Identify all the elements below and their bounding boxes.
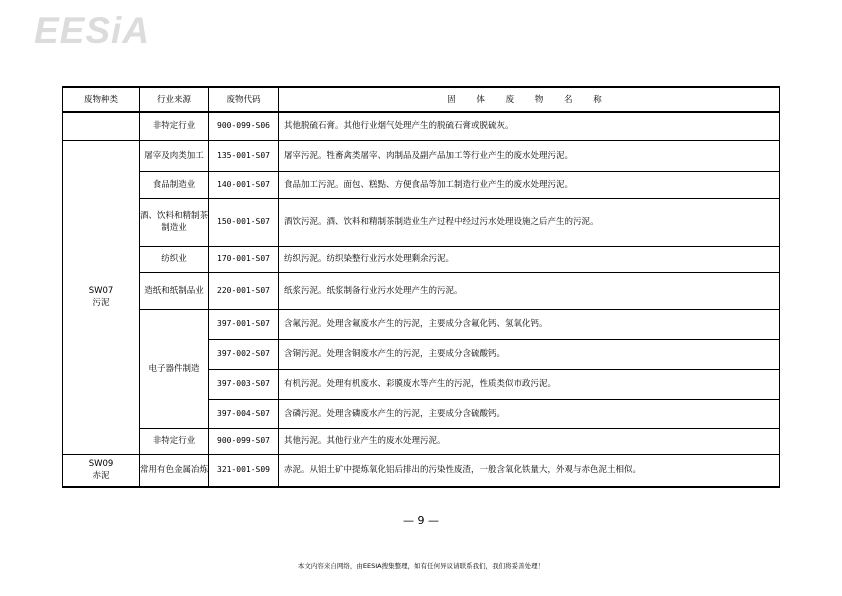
code-cell: 397-002-S07	[209, 339, 279, 369]
code-cell: 900-099-S07	[209, 428, 279, 454]
industry-cell: 食品制造业	[140, 171, 209, 198]
header-name: 固 体 废 物 名 称	[279, 87, 780, 112]
table-row	[63, 272, 780, 309]
industry-cell: 造纸和纸制品业	[140, 272, 209, 309]
header-category: 废物种类	[63, 87, 140, 112]
industry-cell: 非特定行业	[140, 428, 209, 454]
industry-cell: 常用有色金属冶炼	[140, 454, 209, 487]
code-cell: 900-099-S06	[209, 112, 279, 140]
code-cell: 321-001-S09	[209, 454, 279, 487]
code-cell: 397-003-S07	[209, 369, 279, 399]
industry-cell: 电子器件制造	[140, 309, 209, 428]
code-cell: 150-001-S07	[209, 198, 279, 246]
solid-waste-table	[62, 86, 780, 488]
description-cell: 酒饮污泥。酒、饮料和精制茶制造业生产过程中经过污水处理设施之后产生的污泥。	[279, 198, 780, 246]
page-number: — 9 —	[403, 514, 439, 527]
code-cell: 220-001-S07	[209, 272, 279, 309]
description-cell: 有机污泥。处理有机废水、彩膜废水等产生的污泥，性质类似市政污泥。	[279, 369, 780, 399]
table-header-row	[63, 87, 780, 112]
table-row	[63, 112, 780, 140]
category-cell-empty	[63, 112, 140, 140]
description-cell: 屠宰污泥。牲畜禽类屠宰、肉制品及副产品加工等行业产生的废水处理污泥。	[279, 140, 780, 171]
header-code: 废物代码	[209, 87, 279, 112]
description-cell: 赤泥。从铝土矿中提炼氧化铝后排出的污染性废渣，一般含氧化铁量大，外观与赤色泥土相似。	[279, 454, 780, 487]
table-row	[63, 140, 780, 171]
industry-cell: 纺织业	[140, 246, 209, 272]
description-cell: 其他脱硫石膏。其他行业烟气处理产生的脱硫石膏或脱硫灰。	[279, 112, 780, 140]
code-cell: 140-001-S07	[209, 171, 279, 198]
eesia-logo: EESiA	[34, 10, 151, 51]
code-cell: 397-001-S07	[209, 309, 279, 339]
description-cell: 食品加工污泥。面包、糕點、方便食品等加工制造行业产生的废水处理污泥。	[279, 171, 780, 198]
description-cell: 含磷污泥。处理含磷废水产生的污泥，主要成分含硫酸钙。	[279, 399, 780, 428]
footer-disclaimer: 本文内容来自网络，由EESIA搜集整理，如有任何异议请联系我们，我们将妥善处理！	[297, 562, 545, 570]
table-row	[63, 171, 780, 198]
industry-cell: 非特定行业	[140, 112, 209, 140]
code-cell: 135-001-S07	[209, 140, 279, 171]
industry-cell: 酒、饮料和精制茶制造业	[140, 198, 209, 246]
table-row	[63, 309, 780, 339]
code-cell: 397-004-S07	[209, 399, 279, 428]
category-sw07: SW07 污泥	[63, 140, 140, 454]
table-row	[63, 198, 780, 246]
header-industry: 行业来源	[140, 87, 209, 112]
description-cell: 含氟污泥。处理含氟废水产生的污泥，主要成分含氟化钙、氢氧化钙。	[279, 309, 780, 339]
industry-cell: 屠宰及肉类加工	[140, 140, 209, 171]
code-cell: 170-001-S07	[209, 246, 279, 272]
table-row	[63, 246, 780, 272]
table-row	[63, 428, 780, 454]
category-sw09: SW09 赤泥	[63, 454, 140, 487]
description-cell: 纸浆污泥。纸浆制备行业污水处理产生的污泥。	[279, 272, 780, 309]
description-cell: 纺织污泥。纺织染整行业污水处理剩余污泥。	[279, 246, 780, 272]
description-cell: 其他污泥。其他行业产生的废水处理污泥。	[279, 428, 780, 454]
description-cell: 含铜污泥。处理含铜废水产生的污泥，主要成分含硫酸钙。	[279, 339, 780, 369]
table-row	[63, 454, 780, 487]
